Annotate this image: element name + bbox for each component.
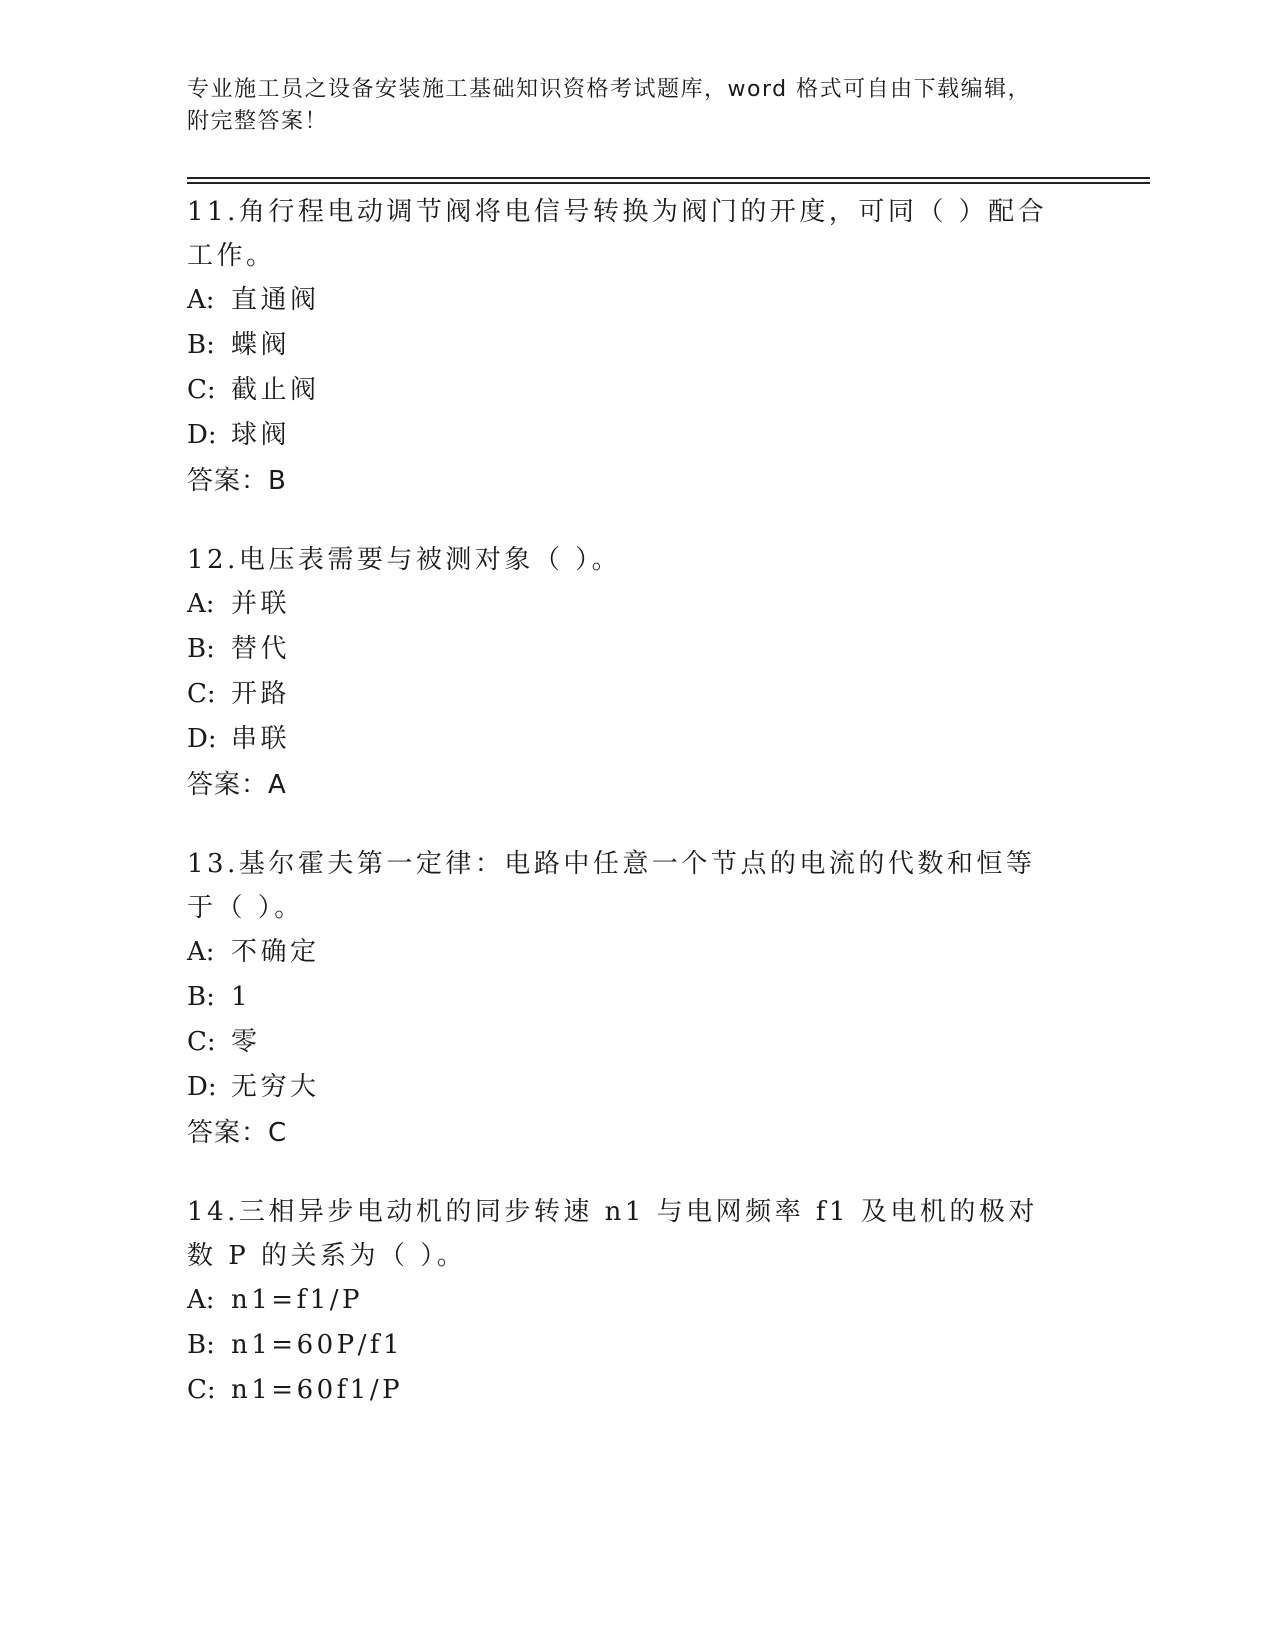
option-a — [187, 582, 1087, 627]
option-a — [187, 930, 1087, 975]
option-b — [187, 627, 1087, 672]
option-key: A: — [187, 285, 215, 315]
header-line-2: 附完整答案！ — [187, 109, 329, 134]
option-key: B: — [187, 634, 215, 664]
option-text: 球阀 — [231, 420, 291, 450]
option-text: 直通阀 — [231, 285, 320, 315]
option-text: n1=60f1/P — [231, 1375, 404, 1405]
question-stem: 14.三相异步电动机的同步转速 n1 与电网频率 f1 及电机的极对数 P 的关系为（ ）。 — [187, 1197, 1038, 1271]
option-text: 零 — [231, 1027, 261, 1057]
option-key: C: — [187, 1375, 216, 1405]
option-key: A: — [187, 937, 215, 967]
option-key: C: — [187, 375, 216, 405]
answer-line: 答案：A — [187, 770, 287, 800]
option-text: 替代 — [231, 634, 291, 664]
answer-line: 答案：B — [187, 466, 287, 496]
question-stem: 12.电压表需要与被测对象（ ）。 — [187, 545, 622, 575]
document-header — [187, 74, 1067, 138]
option-key: C: — [187, 1027, 216, 1057]
option-b — [187, 1323, 1087, 1368]
option-text: 1 — [231, 982, 252, 1012]
question-stem: 11.角行程电动调节阀将电信号转换为阀门的开度，可同（ ）配合工作。 — [187, 197, 1048, 271]
option-text: 串联 — [231, 724, 291, 754]
option-c — [187, 1020, 1087, 1065]
question-list — [187, 190, 1087, 1447]
option-key: D: — [187, 1072, 217, 1102]
option-key: B: — [187, 330, 215, 360]
option-b — [187, 975, 1087, 1020]
option-text: 截止阀 — [231, 375, 320, 405]
question-stem: 13.基尔霍夫第一定律：电路中任意一个节点的电流的代数和恒等于（ ）。 — [187, 849, 1036, 923]
question-12 — [187, 538, 1087, 808]
option-c — [187, 672, 1087, 717]
option-text: 并联 — [231, 589, 291, 619]
option-text: 蝶阀 — [231, 330, 291, 360]
header-rule-bottom — [187, 182, 1150, 184]
option-d — [187, 1065, 1087, 1110]
option-key: B: — [187, 982, 215, 1012]
option-key: D: — [187, 420, 217, 450]
option-key: D: — [187, 724, 217, 754]
option-d — [187, 413, 1087, 458]
question-11 — [187, 190, 1087, 504]
option-c — [187, 1368, 1087, 1413]
option-key: B: — [187, 1330, 215, 1360]
header-rule-top — [187, 177, 1150, 179]
option-text: 无穷大 — [231, 1072, 320, 1102]
option-c — [187, 368, 1087, 413]
question-14 — [187, 1190, 1087, 1413]
option-text: 开路 — [231, 679, 291, 709]
option-text: 不确定 — [231, 937, 320, 967]
option-text: n1=f1/P — [231, 1285, 363, 1315]
option-key: A: — [187, 589, 215, 619]
option-a — [187, 278, 1087, 323]
header-line-1: 专业施工员之设备安装施工基础知识资格考试题库，word 格式可自由下载编辑， — [187, 77, 1032, 102]
option-d — [187, 717, 1087, 762]
option-b — [187, 323, 1087, 368]
option-key: C: — [187, 679, 216, 709]
option-key: A: — [187, 1285, 215, 1315]
option-a — [187, 1278, 1087, 1323]
question-13 — [187, 842, 1087, 1156]
option-text: n1=60P/f1 — [231, 1330, 404, 1360]
answer-line: 答案：C — [187, 1118, 288, 1148]
